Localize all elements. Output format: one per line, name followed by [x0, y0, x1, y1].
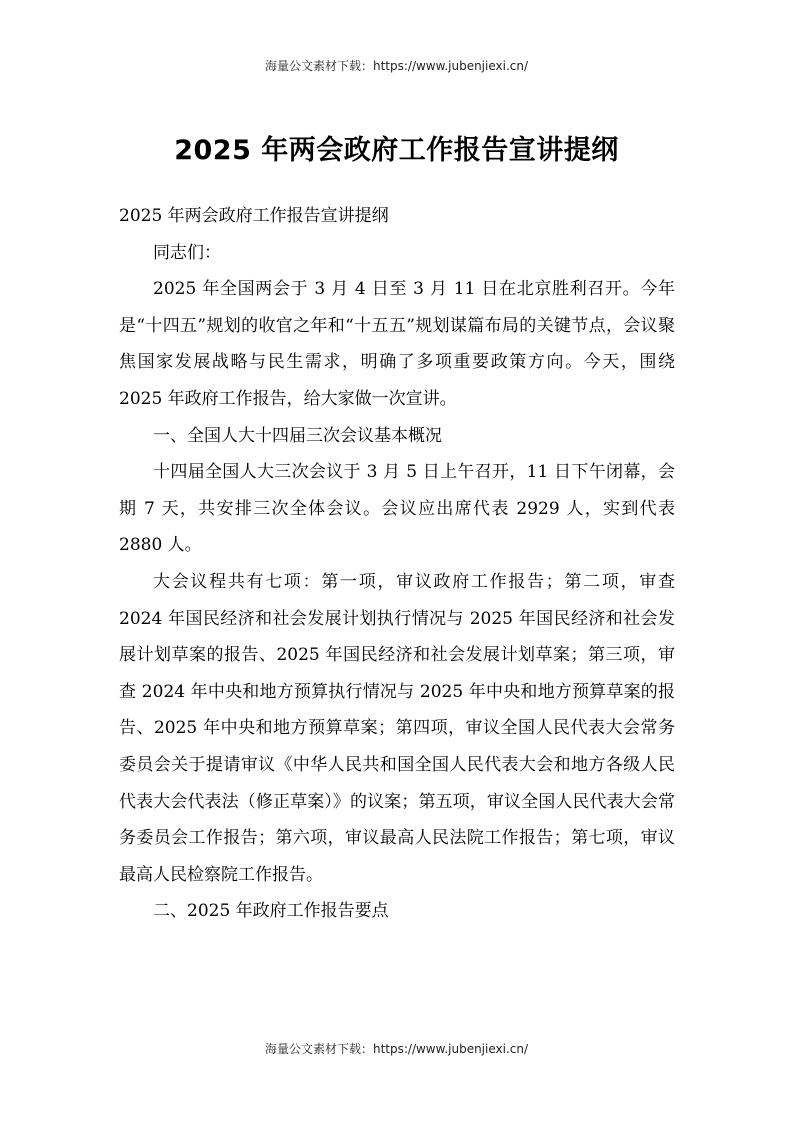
section-heading-1: 一、全国人大十四届三次会议基本概况	[153, 425, 442, 446]
overview-paragraph: 十四届全国人大三次会议于 3 月 5 日上午召开，11 日下午闭幕，会期 7 天，共安排三次全体会议。会议应出席代表 2929 人，实到代表 2880 人。	[119, 462, 675, 556]
intro-paragraph: 2025 年全国两会于 3 月 4 日至 3 月 11 日在北京胜利召开。今年是“十四五”规划的收官之年和“十五五”规划谋篇布局的关键节点，会议聚焦国家发展战略与民生需求，明确了多项重要政策方向。今天，围绕 2025 年政府工作报告，给大家做一次宣讲。	[119, 279, 675, 409]
document-body	[119, 198, 675, 930]
section-heading-2: 二、2025 年政府工作报告要点	[153, 901, 389, 922]
document-title: 2025 年两会政府工作报告宣讲提纲	[174, 135, 619, 166]
agenda-paragraph: 大会议程共有七项：第一项，审议政府工作报告；第二项，审查 2024 年国民经济和社会发展计划执行情况与 2025 年国民经济和社会发展计划草案的报告、2025 年国民经济和社会发展计划草案；第三项，审查 2024 年中央和地方预算执行情况与 2025 年中央和地方预算草案的报告、2025 年中央和地方预算草案；第四项，审议全国人民代表大会常务委员会关于提请审议《中华人民共和国全国人民代表大会和地方各级人民代表大会代表法（修正草案）》的议案；第五项，审议全国人民代表大会常务委员会工作报告；第六项，审议最高人民法院工作报告；第七项，审议最高人民检察院工作报告。	[119, 571, 675, 885]
subtitle-paragraph: 2025 年两会政府工作报告宣讲提纲	[119, 206, 389, 226]
page-footer-note: 海量公文素材下载：https://www.jubenjiexi.cn/	[264, 1042, 529, 1056]
salutation-paragraph: 同志们：	[153, 242, 221, 263]
page-header-note: 海量公文素材下载：https://www.jubenjiexi.cn/	[264, 59, 529, 73]
